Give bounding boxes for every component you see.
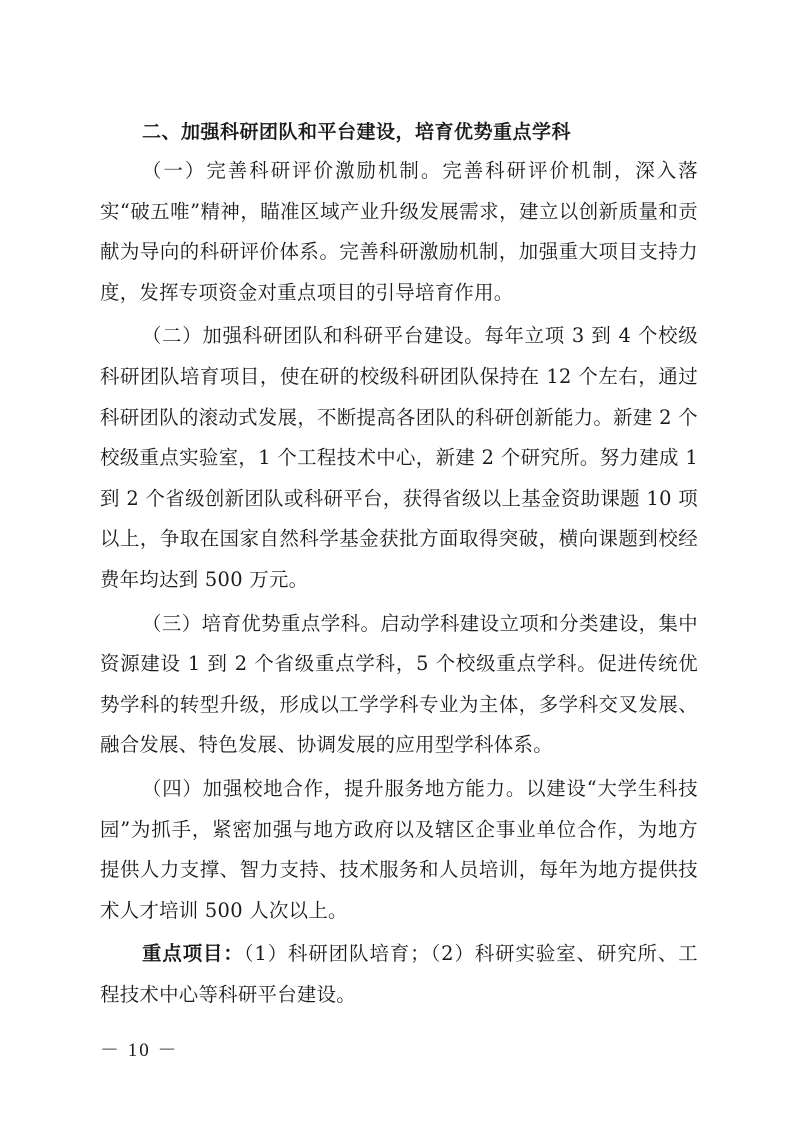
- paragraph-research-evaluation: （一）完善科研评价激励机制。完善科研评价机制，深入落实“破五唯”精神，瞄准区域产业升级发展需求，建立以创新质量和贡献为导向的科研评价体系。完善科研激励机制，加强重大项目支持力度，发挥专项资金对重点项目的引导培育作用。: [100, 159, 698, 304]
- document-body: [100, 113, 698, 1015]
- paragraph-local-cooperation: （四）加强校地合作，提升服务地方能力。以建设“大学生科技园”为抓手，紧密加强与地方政府以及辖区企事业单位合作，为地方提供人力支撑、智力支持、技术服务和人员培训，每年为地方提供技术人才培训 500 人次以上。: [100, 776, 698, 922]
- paragraph-key-disciplines: （三）培育优势重点学科。启动学科建设立项和分类建设，集中资源建设 1 到 2 个省级重点学科，5 个校级重点学科。促进传统优势学科的转型升级，形成以工学学科专业为主体，多学科交叉发展、融合发展、特色发展、协调发展的应用型学科体系。: [100, 611, 698, 757]
- page-number: － 10 －: [100, 1040, 179, 1061]
- key-projects-text: （1）科研团队培育；（2）科研实验室、研究所、工程技术中心等科研平台建设。: [100, 942, 699, 1006]
- paragraph-key-projects: [100, 934, 698, 1015]
- key-projects-label: 重点项目：: [142, 942, 244, 966]
- paragraph-research-teams: （二）加强科研团队和科研平台建设。每年立项 3 到 4 个校级科研团队培育项目，使在研的校级科研团队保持在 12 个左右，通过科研团队的滚动式发展，不断提高各团队的科研创新能力。新建 2 个校级重点实验室，1 个工程技术中心，新建 2 个研究所。努力建成 1 到 2 个省级创新团队或科研平台，获得省级以上基金资助课题 10 项以上，争取在国家自然科学基金获批方面取得突破，横向课题到校经费年均达到 500 万元。: [100, 324, 698, 591]
- section-heading: 二、加强科研团队和平台建设，培育优势重点学科: [142, 121, 572, 143]
